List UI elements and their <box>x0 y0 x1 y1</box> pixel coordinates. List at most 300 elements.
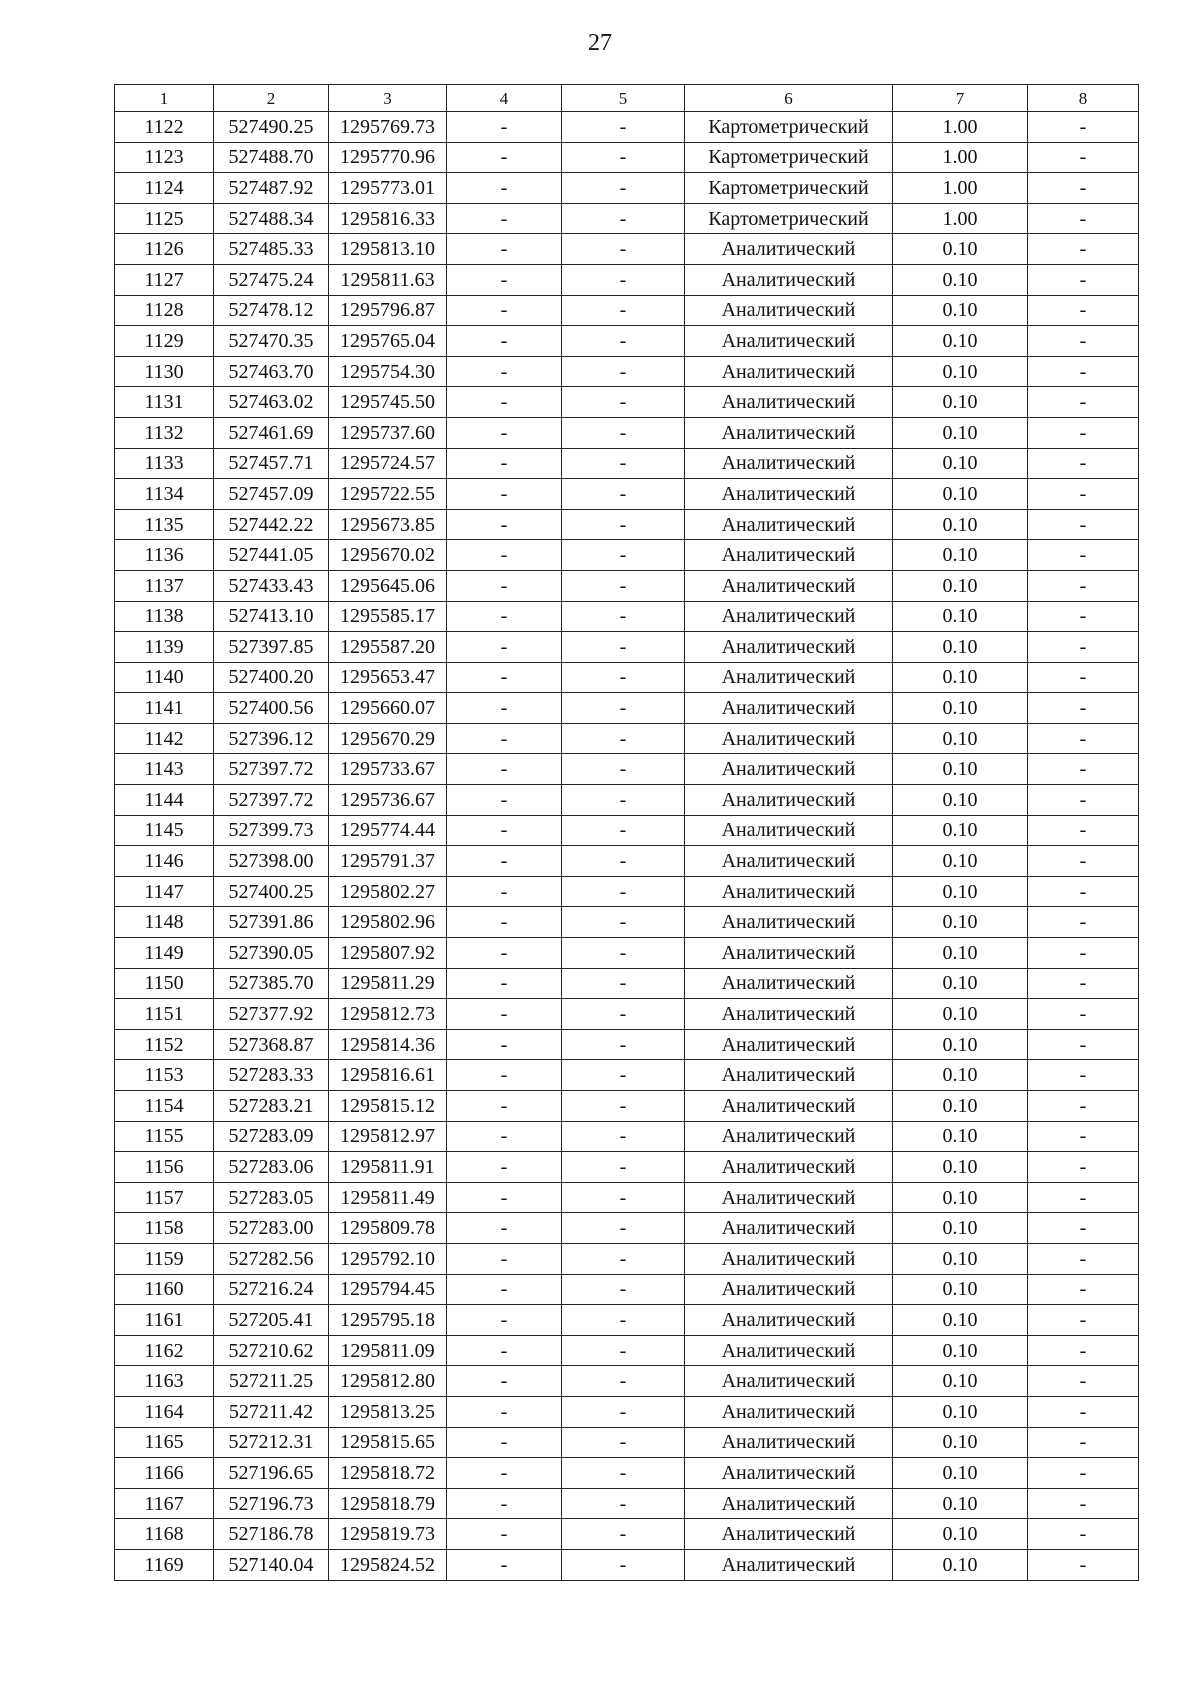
point-number-cell: 1126 <box>115 234 214 265</box>
method-cell: Аналитический <box>685 1182 893 1213</box>
column-header: 7 <box>893 85 1028 112</box>
column-5-cell: - <box>562 1396 685 1427</box>
y-coordinate-cell: 1295816.61 <box>329 1060 447 1091</box>
x-coordinate-cell: 527211.25 <box>214 1366 329 1397</box>
x-coordinate-cell: 527490.25 <box>214 112 329 143</box>
column-header: 5 <box>562 85 685 112</box>
accuracy-cell: 0.10 <box>893 448 1028 479</box>
accuracy-cell: 0.10 <box>893 1335 1028 1366</box>
column-8-cell: - <box>1028 1243 1139 1274</box>
table-row <box>115 999 1139 1030</box>
column-4-cell: - <box>447 1213 562 1244</box>
column-4-cell: - <box>447 1488 562 1519</box>
y-coordinate-cell: 1295795.18 <box>329 1305 447 1336</box>
column-header: 4 <box>447 85 562 112</box>
column-5-cell: - <box>562 938 685 969</box>
column-5-cell: - <box>562 1488 685 1519</box>
column-5-cell: - <box>562 1458 685 1489</box>
x-coordinate-cell: 527196.65 <box>214 1458 329 1489</box>
column-8-cell: - <box>1028 417 1139 448</box>
column-5-cell: - <box>562 356 685 387</box>
x-coordinate-cell: 527211.42 <box>214 1396 329 1427</box>
point-number-cell: 1154 <box>115 1091 214 1122</box>
column-8-cell: - <box>1028 754 1139 785</box>
table-row <box>115 601 1139 632</box>
column-4-cell: - <box>447 387 562 418</box>
y-coordinate-cell: 1295587.20 <box>329 632 447 663</box>
column-4-cell: - <box>447 326 562 357</box>
point-number-cell: 1133 <box>115 448 214 479</box>
point-number-cell: 1158 <box>115 1213 214 1244</box>
x-coordinate-cell: 527377.92 <box>214 999 329 1030</box>
point-number-cell: 1145 <box>115 815 214 846</box>
y-coordinate-cell: 1295812.80 <box>329 1366 447 1397</box>
method-cell: Картометрический <box>685 142 893 173</box>
method-cell: Аналитический <box>685 662 893 693</box>
column-5-cell: - <box>562 1305 685 1336</box>
method-cell: Аналитический <box>685 1213 893 1244</box>
x-coordinate-cell: 527488.34 <box>214 203 329 234</box>
column-8-cell: - <box>1028 142 1139 173</box>
column-5-cell: - <box>562 1335 685 1366</box>
y-coordinate-cell: 1295774.44 <box>329 815 447 846</box>
method-cell: Аналитический <box>685 1243 893 1274</box>
point-number-cell: 1161 <box>115 1305 214 1336</box>
method-cell: Аналитический <box>685 693 893 724</box>
method-cell: Картометрический <box>685 203 893 234</box>
point-number-cell: 1167 <box>115 1488 214 1519</box>
x-coordinate-cell: 527397.72 <box>214 754 329 785</box>
column-8-cell: - <box>1028 264 1139 295</box>
column-4-cell: - <box>447 295 562 326</box>
column-8-cell: - <box>1028 723 1139 754</box>
column-8-cell: - <box>1028 662 1139 693</box>
accuracy-cell: 0.10 <box>893 295 1028 326</box>
y-coordinate-cell: 1295754.30 <box>329 356 447 387</box>
column-5-cell: - <box>562 1427 685 1458</box>
accuracy-cell: 0.10 <box>893 601 1028 632</box>
method-cell: Аналитический <box>685 1458 893 1489</box>
x-coordinate-cell: 527212.31 <box>214 1427 329 1458</box>
accuracy-cell: 0.10 <box>893 1305 1028 1336</box>
method-cell: Аналитический <box>685 907 893 938</box>
point-number-cell: 1150 <box>115 968 214 999</box>
y-coordinate-cell: 1295812.97 <box>329 1121 447 1152</box>
accuracy-cell: 0.10 <box>893 632 1028 663</box>
column-5-cell: - <box>562 999 685 1030</box>
point-number-cell: 1142 <box>115 723 214 754</box>
column-4-cell: - <box>447 754 562 785</box>
x-coordinate-cell: 527488.70 <box>214 142 329 173</box>
column-4-cell: - <box>447 1182 562 1213</box>
column-8-cell: - <box>1028 387 1139 418</box>
y-coordinate-cell: 1295813.10 <box>329 234 447 265</box>
y-coordinate-cell: 1295769.73 <box>329 112 447 143</box>
method-cell: Аналитический <box>685 1029 893 1060</box>
method-cell: Аналитический <box>685 632 893 663</box>
method-cell: Аналитический <box>685 1488 893 1519</box>
accuracy-cell: 1.00 <box>893 112 1028 143</box>
column-4-cell: - <box>447 1305 562 1336</box>
column-4-cell: - <box>447 509 562 540</box>
column-8-cell: - <box>1028 1549 1139 1580</box>
y-coordinate-cell: 1295812.73 <box>329 999 447 1030</box>
column-4-cell: - <box>447 479 562 510</box>
x-coordinate-cell: 527413.10 <box>214 601 329 632</box>
x-coordinate-cell: 527391.86 <box>214 907 329 938</box>
table-row <box>115 1060 1139 1091</box>
accuracy-cell: 0.10 <box>893 876 1028 907</box>
column-header: 3 <box>329 85 447 112</box>
column-8-cell: - <box>1028 693 1139 724</box>
table-row <box>115 846 1139 877</box>
accuracy-cell: 0.10 <box>893 1519 1028 1550</box>
point-number-cell: 1132 <box>115 417 214 448</box>
method-cell: Аналитический <box>685 1396 893 1427</box>
table-row <box>115 1335 1139 1366</box>
point-number-cell: 1129 <box>115 326 214 357</box>
method-cell: Аналитический <box>685 234 893 265</box>
method-cell: Картометрический <box>685 173 893 204</box>
y-coordinate-cell: 1295802.27 <box>329 876 447 907</box>
table-row <box>115 938 1139 969</box>
column-8-cell: - <box>1028 1458 1139 1489</box>
method-cell: Аналитический <box>685 1305 893 1336</box>
column-8-cell: - <box>1028 1060 1139 1091</box>
point-number-cell: 1130 <box>115 356 214 387</box>
y-coordinate-cell: 1295811.63 <box>329 264 447 295</box>
column-4-cell: - <box>447 448 562 479</box>
method-cell: Аналитический <box>685 876 893 907</box>
accuracy-cell: 0.10 <box>893 417 1028 448</box>
column-5-cell: - <box>562 907 685 938</box>
accuracy-cell: 0.10 <box>893 1029 1028 1060</box>
table-row <box>115 1029 1139 1060</box>
column-4-cell: - <box>447 846 562 877</box>
method-cell: Аналитический <box>685 785 893 816</box>
column-8-cell: - <box>1028 1519 1139 1550</box>
y-coordinate-cell: 1295765.04 <box>329 326 447 357</box>
method-cell: Аналитический <box>685 1152 893 1183</box>
point-number-cell: 1141 <box>115 693 214 724</box>
method-cell: Аналитический <box>685 417 893 448</box>
column-5-cell: - <box>562 295 685 326</box>
method-cell: Аналитический <box>685 264 893 295</box>
y-coordinate-cell: 1295733.67 <box>329 754 447 785</box>
table-row <box>115 448 1139 479</box>
accuracy-cell: 0.10 <box>893 264 1028 295</box>
method-cell: Аналитический <box>685 509 893 540</box>
point-number-cell: 1125 <box>115 203 214 234</box>
accuracy-cell: 0.10 <box>893 540 1028 571</box>
column-5-cell: - <box>562 479 685 510</box>
column-8-cell: - <box>1028 1121 1139 1152</box>
method-cell: Аналитический <box>685 846 893 877</box>
coordinates-table <box>114 84 1139 1581</box>
column-4-cell: - <box>447 1549 562 1580</box>
column-8-cell: - <box>1028 356 1139 387</box>
column-5-cell: - <box>562 1152 685 1183</box>
x-coordinate-cell: 527470.35 <box>214 326 329 357</box>
accuracy-cell: 0.10 <box>893 785 1028 816</box>
column-5-cell: - <box>562 417 685 448</box>
y-coordinate-cell: 1295811.29 <box>329 968 447 999</box>
y-coordinate-cell: 1295824.52 <box>329 1549 447 1580</box>
point-number-cell: 1127 <box>115 264 214 295</box>
column-4-cell: - <box>447 1121 562 1152</box>
point-number-cell: 1124 <box>115 173 214 204</box>
x-coordinate-cell: 527433.43 <box>214 570 329 601</box>
x-coordinate-cell: 527283.09 <box>214 1121 329 1152</box>
x-coordinate-cell: 527186.78 <box>214 1519 329 1550</box>
point-number-cell: 1148 <box>115 907 214 938</box>
accuracy-cell: 0.10 <box>893 1488 1028 1519</box>
point-number-cell: 1131 <box>115 387 214 418</box>
point-number-cell: 1135 <box>115 509 214 540</box>
column-5-cell: - <box>562 815 685 846</box>
table-header <box>115 85 1139 112</box>
table-body <box>115 112 1139 1581</box>
column-5-cell: - <box>562 846 685 877</box>
column-8-cell: - <box>1028 1152 1139 1183</box>
accuracy-cell: 0.10 <box>893 570 1028 601</box>
y-coordinate-cell: 1295745.50 <box>329 387 447 418</box>
column-4-cell: - <box>447 723 562 754</box>
column-4-cell: - <box>447 1029 562 1060</box>
column-8-cell: - <box>1028 173 1139 204</box>
y-coordinate-cell: 1295673.85 <box>329 509 447 540</box>
table-row <box>115 417 1139 448</box>
y-coordinate-cell: 1295818.79 <box>329 1488 447 1519</box>
y-coordinate-cell: 1295645.06 <box>329 570 447 601</box>
table-row <box>115 1366 1139 1397</box>
method-cell: Аналитический <box>685 1121 893 1152</box>
column-5-cell: - <box>562 1519 685 1550</box>
accuracy-cell: 0.10 <box>893 1366 1028 1397</box>
table-row <box>115 723 1139 754</box>
column-8-cell: - <box>1028 999 1139 1030</box>
method-cell: Аналитический <box>685 356 893 387</box>
column-header: 1 <box>115 85 214 112</box>
column-5-cell: - <box>562 173 685 204</box>
table-row <box>115 387 1139 418</box>
column-8-cell: - <box>1028 938 1139 969</box>
accuracy-cell: 0.10 <box>893 1458 1028 1489</box>
column-5-cell: - <box>562 1549 685 1580</box>
x-coordinate-cell: 527485.33 <box>214 234 329 265</box>
column-5-cell: - <box>562 142 685 173</box>
column-4-cell: - <box>447 1060 562 1091</box>
y-coordinate-cell: 1295807.92 <box>329 938 447 969</box>
x-coordinate-cell: 527400.56 <box>214 693 329 724</box>
column-5-cell: - <box>562 1182 685 1213</box>
point-number-cell: 1140 <box>115 662 214 693</box>
table-row <box>115 785 1139 816</box>
table-row <box>115 968 1139 999</box>
column-4-cell: - <box>447 876 562 907</box>
accuracy-cell: 0.10 <box>893 1060 1028 1091</box>
y-coordinate-cell: 1295670.02 <box>329 540 447 571</box>
x-coordinate-cell: 527210.62 <box>214 1335 329 1366</box>
table-row <box>115 173 1139 204</box>
point-number-cell: 1149 <box>115 938 214 969</box>
accuracy-cell: 0.10 <box>893 1121 1028 1152</box>
point-number-cell: 1134 <box>115 479 214 510</box>
accuracy-cell: 0.10 <box>893 234 1028 265</box>
method-cell: Аналитический <box>685 815 893 846</box>
column-8-cell: - <box>1028 1213 1139 1244</box>
column-8-cell: - <box>1028 876 1139 907</box>
table-row <box>115 632 1139 663</box>
point-number-cell: 1165 <box>115 1427 214 1458</box>
x-coordinate-cell: 527475.24 <box>214 264 329 295</box>
table-row <box>115 1458 1139 1489</box>
table-row <box>115 1305 1139 1336</box>
column-8-cell: - <box>1028 1029 1139 1060</box>
y-coordinate-cell: 1295724.57 <box>329 448 447 479</box>
column-4-cell: - <box>447 264 562 295</box>
x-coordinate-cell: 527398.00 <box>214 846 329 877</box>
column-8-cell: - <box>1028 815 1139 846</box>
y-coordinate-cell: 1295660.07 <box>329 693 447 724</box>
y-coordinate-cell: 1295737.60 <box>329 417 447 448</box>
column-5-cell: - <box>562 662 685 693</box>
accuracy-cell: 0.10 <box>893 1549 1028 1580</box>
x-coordinate-cell: 527399.73 <box>214 815 329 846</box>
table-row <box>115 1152 1139 1183</box>
column-4-cell: - <box>447 1243 562 1274</box>
column-4-cell: - <box>447 1519 562 1550</box>
column-4-cell: - <box>447 785 562 816</box>
x-coordinate-cell: 527457.09 <box>214 479 329 510</box>
column-4-cell: - <box>447 999 562 1030</box>
method-cell: Аналитический <box>685 326 893 357</box>
column-4-cell: - <box>447 693 562 724</box>
column-4-cell: - <box>447 570 562 601</box>
column-5-cell: - <box>562 1029 685 1060</box>
x-coordinate-cell: 527487.92 <box>214 173 329 204</box>
y-coordinate-cell: 1295792.10 <box>329 1243 447 1274</box>
point-number-cell: 1122 <box>115 112 214 143</box>
point-number-cell: 1147 <box>115 876 214 907</box>
accuracy-cell: 0.10 <box>893 999 1028 1030</box>
column-8-cell: - <box>1028 1396 1139 1427</box>
table-row <box>115 1549 1139 1580</box>
table-row <box>115 815 1139 846</box>
y-coordinate-cell: 1295811.91 <box>329 1152 447 1183</box>
point-number-cell: 1139 <box>115 632 214 663</box>
table-row <box>115 509 1139 540</box>
accuracy-cell: 0.10 <box>893 662 1028 693</box>
x-coordinate-cell: 527283.00 <box>214 1213 329 1244</box>
table-row <box>115 479 1139 510</box>
column-4-cell: - <box>447 1091 562 1122</box>
point-number-cell: 1164 <box>115 1396 214 1427</box>
x-coordinate-cell: 527397.85 <box>214 632 329 663</box>
table-row <box>115 234 1139 265</box>
point-number-cell: 1156 <box>115 1152 214 1183</box>
column-8-cell: - <box>1028 1366 1139 1397</box>
column-8-cell: - <box>1028 295 1139 326</box>
column-4-cell: - <box>447 1335 562 1366</box>
column-8-cell: - <box>1028 540 1139 571</box>
point-number-cell: 1155 <box>115 1121 214 1152</box>
x-coordinate-cell: 527463.02 <box>214 387 329 418</box>
method-cell: Аналитический <box>685 723 893 754</box>
column-4-cell: - <box>447 203 562 234</box>
header-row <box>115 85 1139 112</box>
point-number-cell: 1159 <box>115 1243 214 1274</box>
accuracy-cell: 1.00 <box>893 203 1028 234</box>
column-5-cell: - <box>562 754 685 785</box>
column-4-cell: - <box>447 632 562 663</box>
column-8-cell: - <box>1028 1335 1139 1366</box>
column-5-cell: - <box>562 601 685 632</box>
column-4-cell: - <box>447 234 562 265</box>
column-4-cell: - <box>447 540 562 571</box>
column-5-cell: - <box>562 264 685 295</box>
method-cell: Аналитический <box>685 1060 893 1091</box>
column-4-cell: - <box>447 968 562 999</box>
x-coordinate-cell: 527478.12 <box>214 295 329 326</box>
method-cell: Аналитический <box>685 754 893 785</box>
column-8-cell: - <box>1028 448 1139 479</box>
table-row <box>115 1091 1139 1122</box>
table-row <box>115 1182 1139 1213</box>
column-5-cell: - <box>562 1274 685 1305</box>
column-5-cell: - <box>562 785 685 816</box>
point-number-cell: 1128 <box>115 295 214 326</box>
y-coordinate-cell: 1295736.67 <box>329 785 447 816</box>
column-4-cell: - <box>447 907 562 938</box>
accuracy-cell: 0.10 <box>893 693 1028 724</box>
column-header: 8 <box>1028 85 1139 112</box>
x-coordinate-cell: 527283.06 <box>214 1152 329 1183</box>
point-number-cell: 1146 <box>115 846 214 877</box>
x-coordinate-cell: 527385.70 <box>214 968 329 999</box>
x-coordinate-cell: 527283.21 <box>214 1091 329 1122</box>
y-coordinate-cell: 1295770.96 <box>329 142 447 173</box>
column-8-cell: - <box>1028 509 1139 540</box>
y-coordinate-cell: 1295722.55 <box>329 479 447 510</box>
y-coordinate-cell: 1295813.25 <box>329 1396 447 1427</box>
point-number-cell: 1152 <box>115 1029 214 1060</box>
x-coordinate-cell: 527463.70 <box>214 356 329 387</box>
method-cell: Аналитический <box>685 1549 893 1580</box>
table-row <box>115 326 1139 357</box>
column-5-cell: - <box>562 1366 685 1397</box>
table-row <box>115 264 1139 295</box>
method-cell: Аналитический <box>685 1091 893 1122</box>
column-4-cell: - <box>447 662 562 693</box>
y-coordinate-cell: 1295585.17 <box>329 601 447 632</box>
column-4-cell: - <box>447 112 562 143</box>
point-number-cell: 1168 <box>115 1519 214 1550</box>
point-number-cell: 1137 <box>115 570 214 601</box>
column-4-cell: - <box>447 417 562 448</box>
x-coordinate-cell: 527400.20 <box>214 662 329 693</box>
column-8-cell: - <box>1028 601 1139 632</box>
column-5-cell: - <box>562 1091 685 1122</box>
x-coordinate-cell: 527283.05 <box>214 1182 329 1213</box>
column-4-cell: - <box>447 1274 562 1305</box>
column-header: 6 <box>685 85 893 112</box>
method-cell: Аналитический <box>685 1366 893 1397</box>
x-coordinate-cell: 527442.22 <box>214 509 329 540</box>
y-coordinate-cell: 1295811.09 <box>329 1335 447 1366</box>
column-8-cell: - <box>1028 570 1139 601</box>
point-number-cell: 1123 <box>115 142 214 173</box>
